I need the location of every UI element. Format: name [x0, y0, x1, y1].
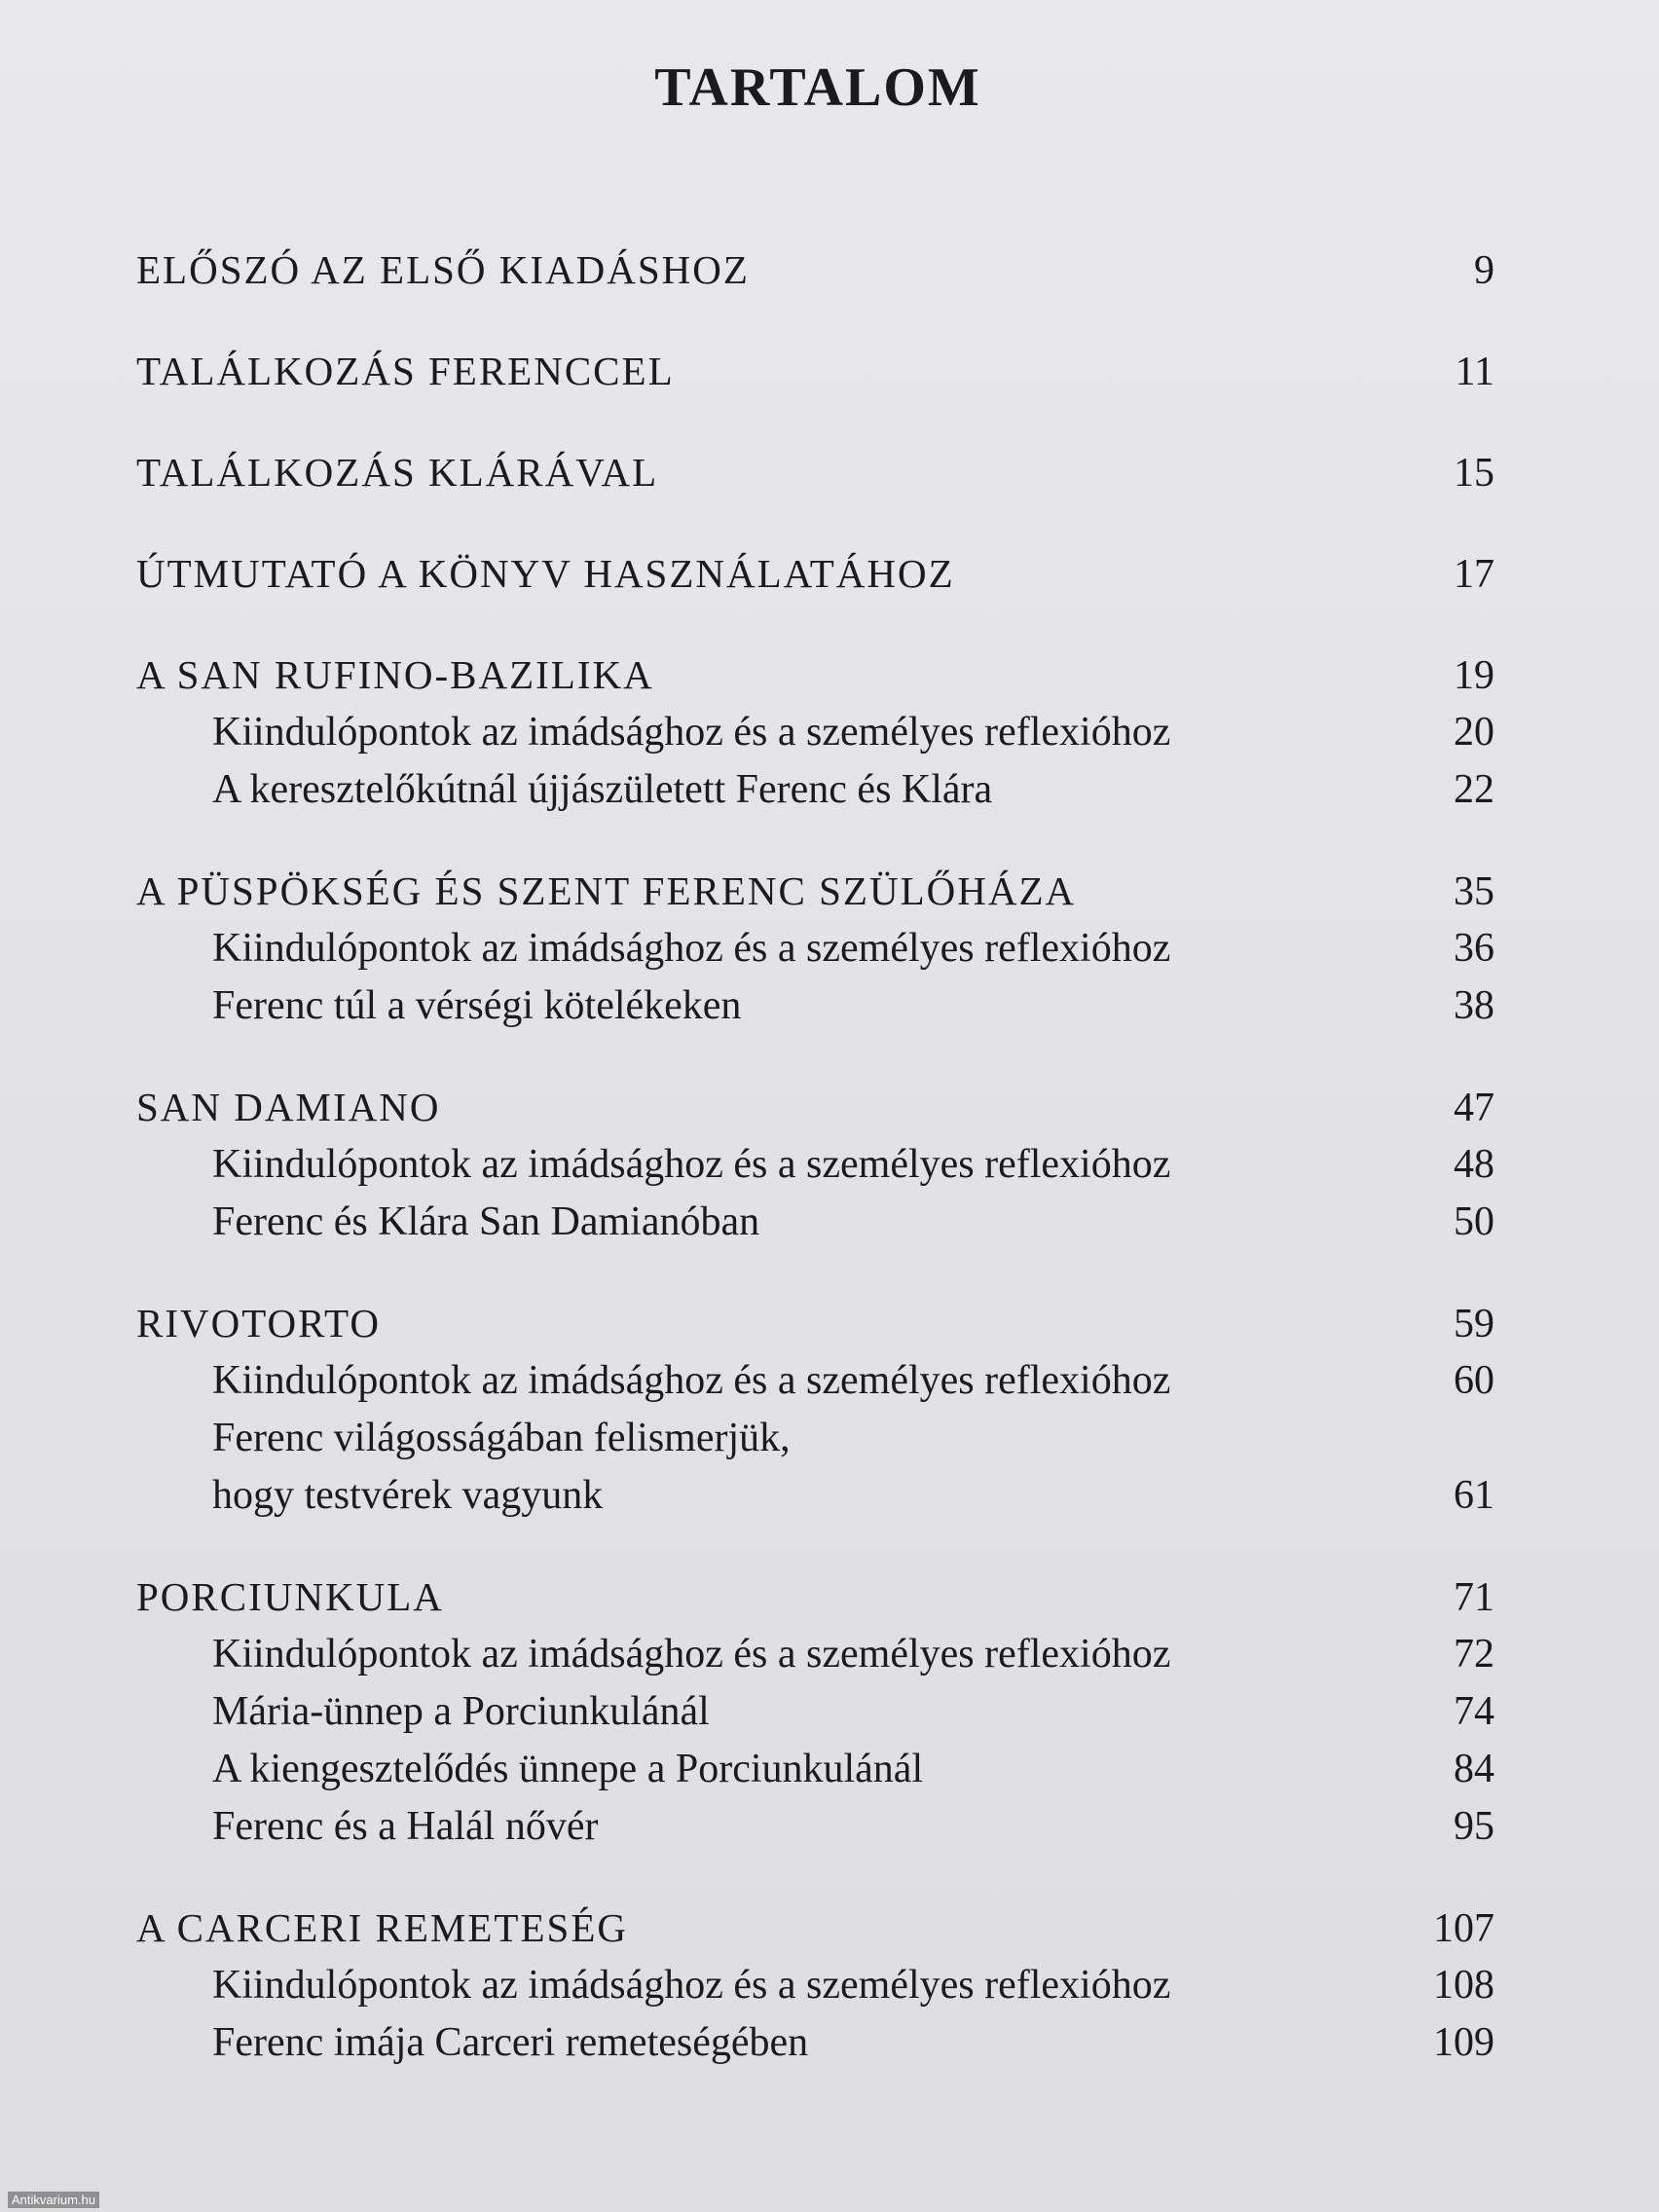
page-number: 59 [1454, 1302, 1494, 1346]
toc-heading: RIVOTORTO [136, 1301, 381, 1346]
page-number: 15 [1454, 451, 1494, 496]
toc-entry [136, 2014, 1494, 2072]
page-number: 20 [1454, 710, 1494, 755]
page-number: 60 [1454, 1358, 1494, 1403]
page-number: 95 [1454, 1804, 1494, 1849]
toc-heading-row [136, 241, 1494, 299]
toc-section [136, 545, 1494, 603]
toc-heading-row [136, 545, 1494, 603]
page-number: 38 [1454, 983, 1494, 1028]
page-number: 11 [1455, 350, 1494, 394]
toc-section [136, 1295, 1494, 1525]
page-number: 84 [1454, 1747, 1494, 1791]
toc-entry [136, 1741, 1494, 1798]
toc-heading: ÚTMUTATÓ A KÖNYV HASZNÁLATÁHOZ [136, 551, 955, 596]
toc-heading: A CARCERI REMETESÉG [136, 1905, 628, 1950]
toc-heading-row [136, 444, 1494, 501]
toc-entry [136, 1352, 1494, 1410]
page-number: 109 [1433, 2020, 1494, 2065]
toc-entry-label: Mária-ünnep a Porciunkulánál [212, 1689, 710, 1734]
toc-heading: A PÜSPÖKSÉG ÉS SZENT FERENC SZÜLŐHÁZA [136, 868, 1077, 913]
page-number: 9 [1474, 248, 1494, 293]
toc-section [136, 646, 1494, 819]
toc-entry [136, 1136, 1494, 1194]
toc-heading-row [136, 1079, 1494, 1136]
toc-entry [136, 1626, 1494, 1683]
toc-entry-label: Kiindulópontok az imádsághoz és a személyes reflexióhoz [212, 1358, 1171, 1403]
toc-entry-label: Kiindulópontok az imádsághoz és a személyes reflexióhoz [212, 1142, 1171, 1187]
toc-entry-label: hogy testvérek vagyunk [212, 1473, 604, 1518]
page-number: 47 [1454, 1086, 1494, 1130]
toc-heading: ELŐSZÓ AZ ELSŐ KIADÁSHOZ [136, 247, 750, 292]
page-number: 74 [1454, 1689, 1494, 1734]
toc-section [136, 241, 1494, 299]
toc-entry-label: Kiindulópontok az imádsághoz és a személyes reflexióhoz [212, 710, 1171, 755]
page-number: 36 [1454, 926, 1494, 971]
page-number: 107 [1433, 1906, 1494, 1951]
toc-entry-label: Kiindulópontok az imádsághoz és a személyes reflexióhoz [212, 1632, 1171, 1677]
toc-heading-row [136, 863, 1494, 920]
page-number: 108 [1433, 1963, 1494, 2008]
toc-heading-row [136, 1899, 1494, 1957]
page-number: 48 [1454, 1142, 1494, 1187]
toc-heading: PORCIUNKULA [136, 1574, 444, 1619]
toc-entry-label: Ferenc imája Carceri remeteségében [212, 2020, 809, 2065]
toc-section [136, 343, 1494, 400]
toc-entry [136, 1194, 1494, 1251]
toc-entry-label: Ferenc és a Halál nővér [212, 1804, 599, 1849]
page-number: 72 [1454, 1632, 1494, 1677]
toc-heading: A SAN RUFINO-BAZILIKA [136, 652, 654, 697]
toc-heading-row [136, 1568, 1494, 1626]
toc-section [136, 444, 1494, 501]
toc-entry [136, 704, 1494, 761]
toc-entry-label: Ferenc túl a vérségi kötelékeken [212, 983, 742, 1028]
toc-section [136, 1899, 1494, 2072]
toc-heading-row [136, 646, 1494, 704]
page-number: 61 [1454, 1473, 1494, 1518]
page-number: 17 [1454, 552, 1494, 597]
page-number: 22 [1454, 767, 1494, 812]
toc-entry [136, 977, 1494, 1035]
toc-entry [136, 1683, 1494, 1741]
page-number: 35 [1454, 869, 1494, 914]
toc-section [136, 1568, 1494, 1856]
table-of-contents [136, 241, 1494, 2116]
toc-entry [136, 1798, 1494, 1856]
toc-entry-label: Kiindulópontok az imádsághoz és a személyes reflexióhoz [212, 1963, 1171, 2008]
toc-heading: SAN DAMIANO [136, 1085, 441, 1129]
toc-entry-label: A kiengesztelődés ünnepe a Porciunkulánál [212, 1747, 924, 1791]
toc-entry-label: Ferenc világosságában felismerjük, [212, 1416, 791, 1460]
watermark-label: Antikvarium.hu [8, 2192, 99, 2208]
toc-heading-row [136, 1295, 1494, 1352]
toc-entry-label: A keresztelőkútnál újjászületett Ferenc és Klára [212, 767, 993, 812]
toc-section [136, 863, 1494, 1035]
toc-section [136, 1079, 1494, 1251]
toc-heading: TALÁLKOZÁS FERENCCEL [136, 349, 675, 393]
toc-entry [136, 1410, 1494, 1467]
toc-entry-label: Kiindulópontok az imádsághoz és a személyes reflexióhoz [212, 926, 1171, 971]
toc-entry [136, 920, 1494, 977]
page-title: TARTALOM [654, 57, 981, 118]
toc-heading-row [136, 343, 1494, 400]
toc-entry [136, 1957, 1494, 2014]
toc-entry-label: Ferenc és Klára San Damianóban [212, 1199, 760, 1244]
page-number: 19 [1454, 653, 1494, 698]
toc-entry [136, 761, 1494, 819]
toc-entry [136, 1467, 1494, 1525]
toc-heading: TALÁLKOZÁS KLÁRÁVAL [136, 450, 659, 495]
page-number: 50 [1454, 1199, 1494, 1244]
page-number: 71 [1454, 1575, 1494, 1620]
